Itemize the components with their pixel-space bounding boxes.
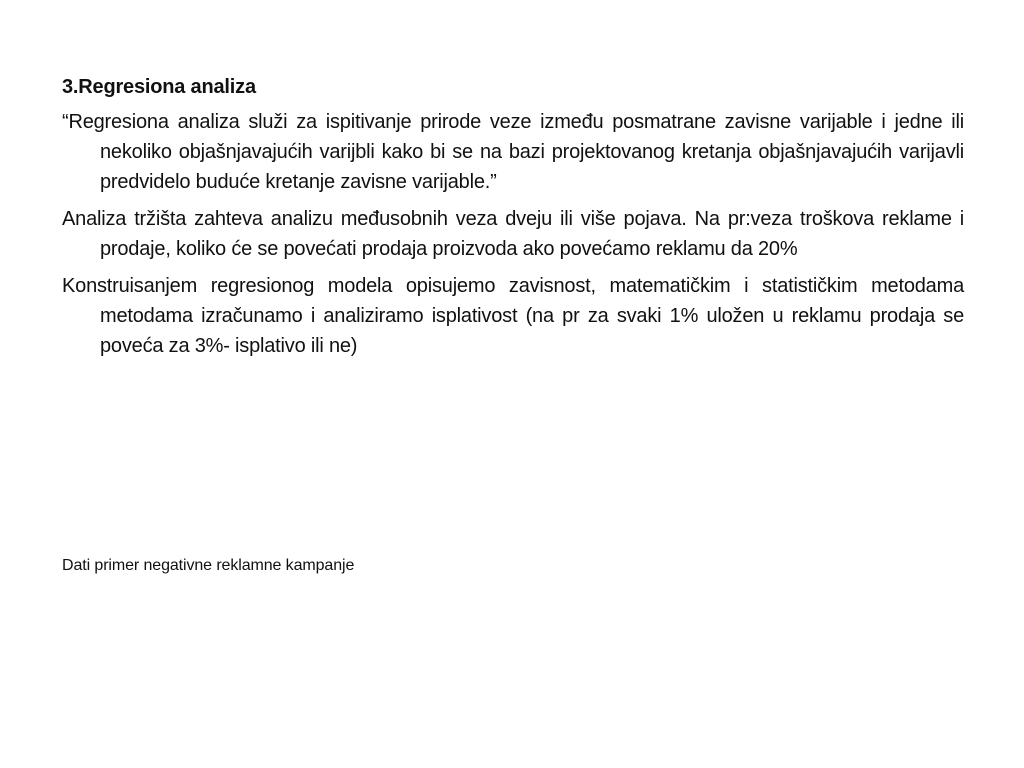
paragraph-market-analysis: Analiza tržišta zahteva analizu međusobnih veza dveju ili više pojava. Na pr:veza troškova reklame i prodaje, koliko će se povećati prodaja proizvoda ako povećamo reklamu da 20%	[62, 208, 964, 260]
task-note: Dati primer negativne reklamne kampanje	[62, 557, 355, 574]
slide-body	[62, 72, 964, 368]
paragraph-definition: “Regresiona analiza služi za ispitivanje prirode veze između posmatrane zavisne varijable i jedne ili nekoliko objašnjavajućih varijbli kako bi se na bazi projektovanog kretanja objašnjavajućih varijavli predvidelo buduće kretanje zavisne varijable.”	[62, 111, 964, 193]
paragraph-regression-model: Konstruisanjem regresionog modela opisujemo zavisnost, matematičkim i statističkim metodama metodama izračunamo i analiziramo isplativost (na pr za svaki 1% uložen u reklamu prodaja se poveća za 3%- isplativo ili ne)	[62, 275, 964, 357]
section-heading: 3.Regresiona analiza	[62, 76, 256, 98]
